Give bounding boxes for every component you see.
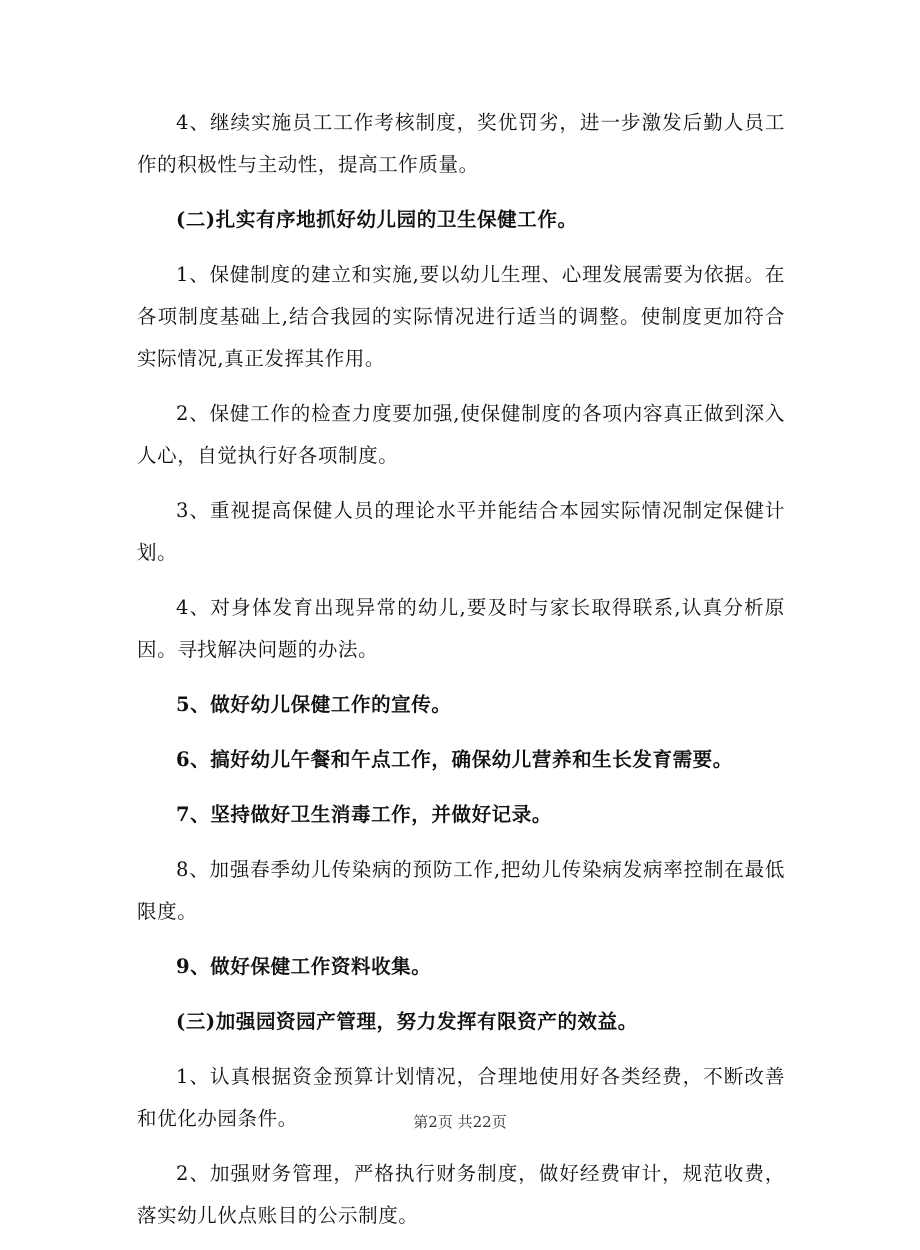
page-number-footer: 第2页 共22页 bbox=[413, 1113, 507, 1131]
paragraph-bold: 5、做好幼儿保健工作的宣传。 bbox=[176, 693, 452, 716]
section-heading: (三)加强园资园产管理，努力发挥有限资产的效益。 bbox=[176, 1010, 638, 1033]
paragraph-bold: 9、做好保健工作资料收集。 bbox=[176, 955, 432, 978]
paragraph-bold: 6、搞好幼儿午餐和午点工作，确保幼儿营养和生长发育需要。 bbox=[176, 748, 733, 771]
paragraph: 4、继续实施员工工作考核制度，奖优罚劣，进一步激发后勤人员工作的积极性与主动性，提高工作质量。 bbox=[137, 111, 785, 176]
paragraph-bold: 7、坚持做好卫生消毒工作，并做好记录。 bbox=[176, 803, 552, 826]
paragraph: 1、保健制度的建立和实施,要以幼儿生理、心理发展需要为依据。在各项制度基础上,结合我园的实际情况进行适当的调整。使制度更加符合实际情况,真正发挥其作用。 bbox=[137, 263, 785, 370]
paragraph: 2、保健工作的检查力度要加强,使保健制度的各项内容真正做到深入人心，自觉执行好各项制度。 bbox=[137, 402, 785, 467]
paragraph: 1、认真根据资金预算计划情况，合理地使用好各类经费，不断改善和优化办园条件。 bbox=[137, 1065, 785, 1130]
section-heading: (二)扎实有序地抓好幼儿园的卫生保健工作。 bbox=[176, 208, 578, 231]
paragraph: 3、重视提高保健人员的理论水平并能结合本园实际情况制定保健计划。 bbox=[137, 499, 785, 564]
paragraph: 4、对身体发育出现异常的幼儿,要及时与家长取得联系,认真分析原因。寻找解决问题的办法。 bbox=[137, 596, 785, 661]
paragraph: 8、加强春季幼儿传染病的预防工作,把幼儿传染病发病率控制在最低限度。 bbox=[137, 858, 785, 923]
paragraph: 2、加强财务管理，严格执行财务制度，做好经费审计，规范收费，落实幼儿伙点账目的公示制度。 bbox=[137, 1162, 785, 1227]
document-body bbox=[137, 102, 785, 1250]
